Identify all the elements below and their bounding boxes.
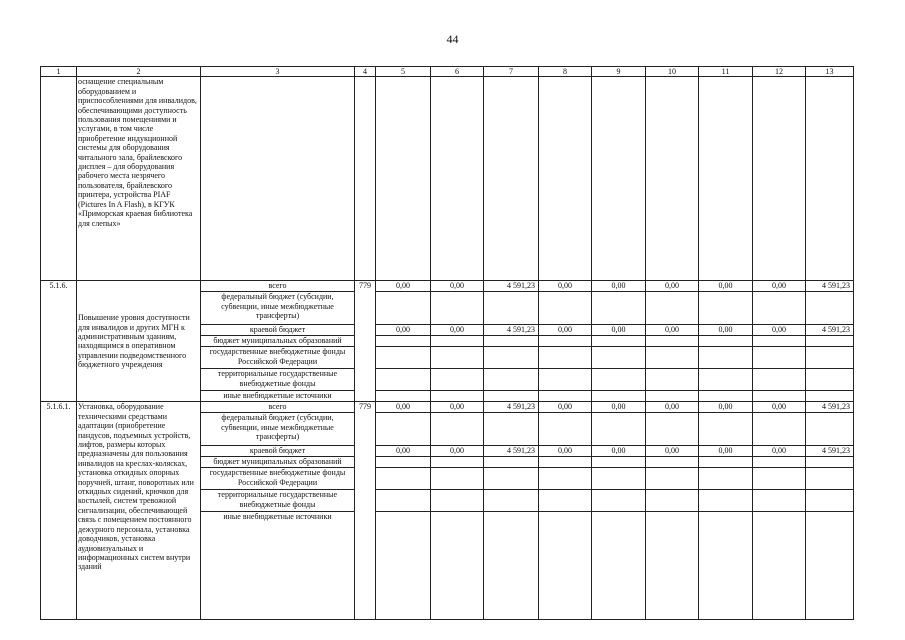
cell <box>753 77 806 281</box>
value-cell <box>646 369 699 391</box>
value-cell: 0,00 <box>376 325 431 336</box>
cell <box>355 77 376 281</box>
value-cell <box>539 512 592 620</box>
value-cell: 4 591,23 <box>484 281 539 292</box>
value-cell <box>699 512 753 620</box>
funding-source: иные внебюджетные источники <box>201 512 355 620</box>
funding-source: всего <box>201 281 355 292</box>
funding-source: краевой бюджет <box>201 446 355 457</box>
section-description: Установка, оборудование техническими средствами адаптации (приобретение пандусов, подъемных устройств, лифтов, размеры которых предназначены для пользования инвалидов на креслах-колясках, установка откидных опорных поручней, штанг, поворотных или откидных сидений, крючков для костылей, систем тревожной сигнализации, обеспечивающей связь с помещением постоянного дежурного персонала, установка доводчиков, установка аудиовизуальных и информационных систем внутри зданий <box>77 402 201 620</box>
value-cell: 0,00 <box>376 446 431 457</box>
value-cell <box>376 369 431 391</box>
column-header-row <box>41 67 854 77</box>
value-cell <box>539 457 592 468</box>
value-cell <box>806 457 854 468</box>
value-cell <box>592 457 646 468</box>
table-row <box>41 281 854 292</box>
value-cell <box>806 490 854 512</box>
value-cell <box>646 292 699 325</box>
value-cell <box>376 457 431 468</box>
value-cell: 0,00 <box>753 325 806 336</box>
value-cell <box>376 336 431 347</box>
value-cell: 0,00 <box>646 446 699 457</box>
column-header: 7 <box>484 67 539 77</box>
value-cell <box>699 457 753 468</box>
value-cell <box>699 292 753 325</box>
value-cell <box>592 391 646 402</box>
value-cell: 0,00 <box>431 446 484 457</box>
budget-table <box>40 66 854 620</box>
value-cell <box>592 292 646 325</box>
value-cell <box>376 292 431 325</box>
funding-source: территориальные государственные внебюджетные фонды <box>201 369 355 391</box>
value-cell <box>646 490 699 512</box>
cell <box>41 77 77 281</box>
value-cell <box>592 413 646 446</box>
funding-source: бюджет муниципальных образований <box>201 457 355 468</box>
column-header: 11 <box>699 67 753 77</box>
cell <box>484 77 539 281</box>
value-cell <box>484 336 539 347</box>
cell <box>592 77 646 281</box>
value-cell <box>753 391 806 402</box>
continuation-description: оснащение специальным оборудованием и приспособлениями для инвалидов, обеспечивающими доступность пользования помещениями и услугами, в том числе приобретение индукционной системы для оборудования читального зала, брайлевского дисплея – для оборудования рабочего места незрячего пользователя, брайлевского принтера, устройства PIAF (Pictures In A Flash), в КГУК «Приморская краевая библиотека для слепых» <box>77 77 201 281</box>
column-header: 5 <box>376 67 431 77</box>
value-cell <box>753 369 806 391</box>
value-cell: 0,00 <box>753 402 806 413</box>
funding-source: иные внебюджетные источники <box>201 391 355 402</box>
funding-source: краевой бюджет <box>201 325 355 336</box>
value-cell <box>806 292 854 325</box>
value-cell <box>539 490 592 512</box>
value-cell <box>806 336 854 347</box>
value-cell: 4 591,23 <box>806 402 854 413</box>
funding-source: государственные внебюджетные фонды Российской Федерации <box>201 347 355 369</box>
funding-source: бюджет муниципальных образований <box>201 336 355 347</box>
cell <box>201 77 355 281</box>
value-cell: 0,00 <box>539 402 592 413</box>
value-cell <box>753 457 806 468</box>
column-header: 6 <box>431 67 484 77</box>
value-cell: 0,00 <box>592 402 646 413</box>
value-cell <box>431 413 484 446</box>
value-cell <box>806 391 854 402</box>
value-cell <box>376 347 431 369</box>
value-cell <box>376 512 431 620</box>
value-cell: 0,00 <box>431 402 484 413</box>
funding-source: федеральный бюджет (субсидии, субвенции, иные межбюджетные трансферты) <box>201 413 355 446</box>
table-body <box>41 67 854 620</box>
value-cell <box>699 391 753 402</box>
value-cell <box>539 468 592 490</box>
value-cell <box>646 347 699 369</box>
value-cell: 0,00 <box>539 281 592 292</box>
value-cell: 4 591,23 <box>484 446 539 457</box>
funding-source: территориальные государственные внебюджетные фонды <box>201 490 355 512</box>
value-cell <box>431 391 484 402</box>
value-cell: 0,00 <box>699 402 753 413</box>
value-cell <box>699 336 753 347</box>
column-header: 10 <box>646 67 699 77</box>
value-cell <box>753 413 806 446</box>
value-cell <box>592 369 646 391</box>
value-cell <box>539 391 592 402</box>
column-header: 13 <box>806 67 854 77</box>
value-cell <box>539 413 592 446</box>
value-cell <box>484 347 539 369</box>
section-description: Повышение уровня доступности для инвалидов и других МГН к административным зданиям, находящимся в оперативном управлении подведомственного бюджетного учреждения <box>77 281 201 402</box>
value-cell <box>806 468 854 490</box>
value-cell: 0,00 <box>646 281 699 292</box>
value-cell: 0,00 <box>376 402 431 413</box>
value-cell <box>484 490 539 512</box>
value-cell: 4 591,23 <box>806 281 854 292</box>
value-cell <box>646 413 699 446</box>
value-cell <box>484 512 539 620</box>
funding-source: всего <box>201 402 355 413</box>
value-cell: 0,00 <box>592 281 646 292</box>
value-cell: 4 591,23 <box>484 402 539 413</box>
value-cell <box>484 468 539 490</box>
value-cell: 0,00 <box>646 325 699 336</box>
table-row <box>41 402 854 413</box>
value-cell <box>539 336 592 347</box>
column-header: 12 <box>753 67 806 77</box>
value-cell <box>699 413 753 446</box>
value-cell <box>646 512 699 620</box>
value-cell <box>484 391 539 402</box>
section-number: 5.1.6.1. <box>41 402 77 620</box>
column-header: 3 <box>201 67 355 77</box>
budget-code: 779 <box>355 281 376 402</box>
value-cell: 4 591,23 <box>806 446 854 457</box>
value-cell <box>753 336 806 347</box>
value-cell <box>592 468 646 490</box>
value-cell <box>431 347 484 369</box>
value-cell <box>806 369 854 391</box>
cell <box>699 77 753 281</box>
value-cell <box>484 457 539 468</box>
value-cell <box>431 369 484 391</box>
cell <box>376 77 431 281</box>
value-cell <box>753 512 806 620</box>
value-cell <box>646 468 699 490</box>
value-cell <box>539 292 592 325</box>
value-cell: 4 591,23 <box>484 325 539 336</box>
value-cell <box>646 391 699 402</box>
continuation-row <box>41 77 854 281</box>
value-cell <box>431 336 484 347</box>
value-cell: 0,00 <box>699 325 753 336</box>
funding-source: государственные внебюджетные фонды Российской Федерации <box>201 468 355 490</box>
value-cell <box>806 347 854 369</box>
cell <box>431 77 484 281</box>
value-cell: 0,00 <box>699 281 753 292</box>
cell <box>539 77 592 281</box>
cell <box>806 77 854 281</box>
value-cell: 0,00 <box>539 325 592 336</box>
value-cell: 0,00 <box>753 446 806 457</box>
value-cell <box>539 347 592 369</box>
value-cell <box>699 490 753 512</box>
value-cell <box>699 468 753 490</box>
value-cell: 0,00 <box>592 325 646 336</box>
value-cell <box>592 336 646 347</box>
value-cell: 0,00 <box>753 281 806 292</box>
value-cell <box>431 512 484 620</box>
value-cell: 0,00 <box>592 446 646 457</box>
value-cell <box>592 347 646 369</box>
value-cell <box>592 512 646 620</box>
value-cell <box>753 292 806 325</box>
value-cell <box>699 347 753 369</box>
value-cell: 0,00 <box>539 446 592 457</box>
value-cell <box>484 413 539 446</box>
value-cell: 0,00 <box>699 446 753 457</box>
value-cell <box>376 468 431 490</box>
value-cell <box>539 369 592 391</box>
value-cell <box>484 369 539 391</box>
value-cell <box>431 457 484 468</box>
value-cell <box>376 413 431 446</box>
value-cell <box>592 490 646 512</box>
page-number: 44 <box>446 32 459 46</box>
value-cell <box>753 347 806 369</box>
value-cell <box>699 369 753 391</box>
value-cell: 0,00 <box>376 281 431 292</box>
budget-code: 779 <box>355 402 376 620</box>
value-cell <box>376 490 431 512</box>
column-header: 1 <box>41 67 77 77</box>
cell <box>646 77 699 281</box>
section-number: 5.1.6. <box>41 281 77 402</box>
value-cell <box>753 468 806 490</box>
value-cell <box>806 512 854 620</box>
value-cell <box>431 490 484 512</box>
value-cell <box>646 457 699 468</box>
value-cell: 0,00 <box>431 281 484 292</box>
value-cell <box>484 292 539 325</box>
value-cell <box>376 391 431 402</box>
value-cell <box>431 292 484 325</box>
value-cell <box>431 468 484 490</box>
value-cell <box>806 413 854 446</box>
column-header: 4 <box>355 67 376 77</box>
value-cell <box>753 490 806 512</box>
value-cell: 0,00 <box>646 402 699 413</box>
column-header: 2 <box>77 67 201 77</box>
value-cell: 4 591,23 <box>806 325 854 336</box>
funding-source: федеральный бюджет (субсидии, субвенции, иные межбюджетные трансферты) <box>201 292 355 325</box>
value-cell <box>646 336 699 347</box>
value-cell: 0,00 <box>431 325 484 336</box>
column-header: 9 <box>592 67 646 77</box>
column-header: 8 <box>539 67 592 77</box>
